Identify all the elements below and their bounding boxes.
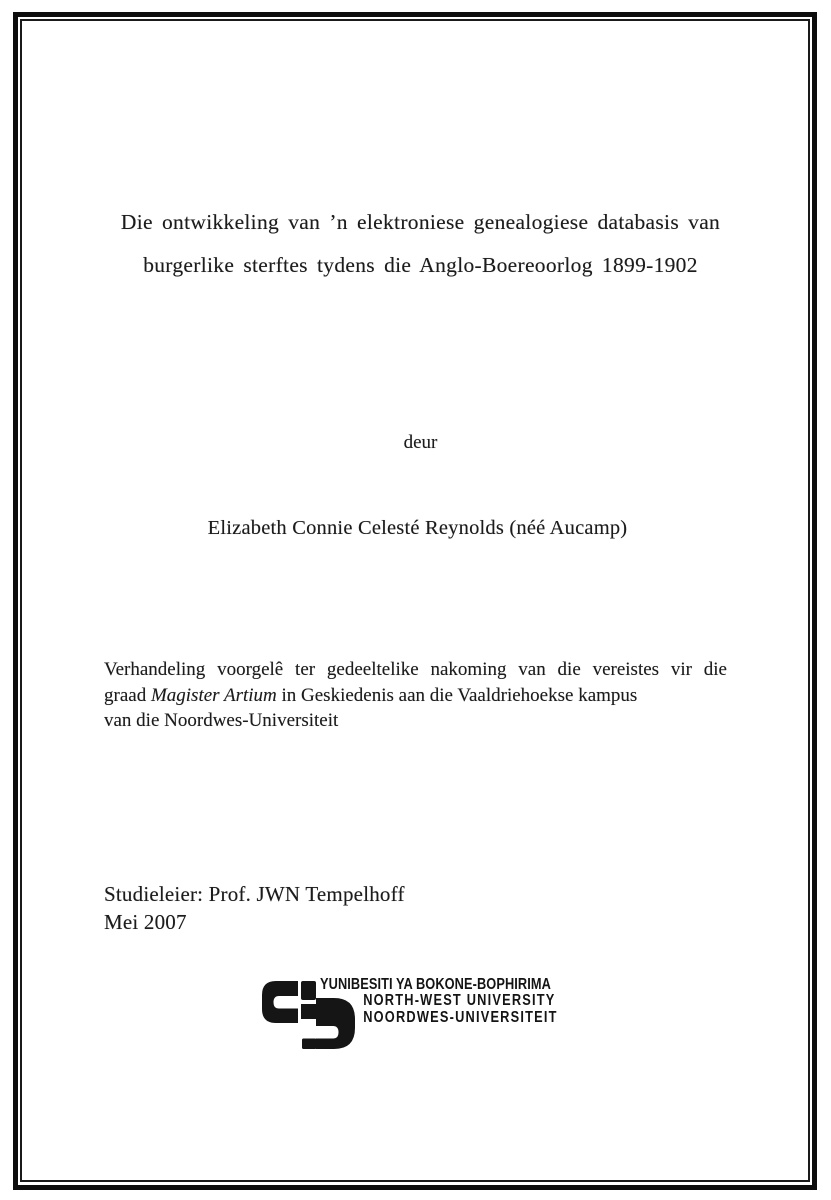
logo-line-setswana: YUNIBESITI YA BOKONE-BOPHIRIMA: [320, 976, 551, 993]
degree-statement-line-3: van die Noordwes-Universiteit: [104, 710, 339, 731]
degree-statement-line2-suffix: in Geskiedenis aan die Vaaldriehoekse kampus: [276, 684, 638, 706]
degree-statement-line-1: Verhandeling voorgelê ter gedeeltelike nakoming van die vereistes vir die: [104, 659, 727, 680]
university-logo-text: [320, 977, 558, 1026]
logo-line-english: NORTH-WEST UNIVERSITY: [363, 992, 556, 1010]
byline: deur: [403, 432, 438, 453]
supervisor-line: Studieleier: Prof. JWN Tempelhoff: [104, 882, 405, 906]
thesis-title: [10, 201, 831, 287]
logo-line-afrikaans: NOORDWES-UNIVERSITEIT: [363, 1008, 558, 1026]
degree-statement-line-2: [104, 683, 727, 709]
supervisor-block: [104, 880, 405, 936]
university-logo: [258, 970, 588, 1060]
date-line: Mei 2007: [104, 910, 187, 934]
degree-statement-line2-prefix: graad: [104, 684, 151, 706]
thesis-title-line-2: burgerlike sterftes tydens die Anglo-Boereoorlog 1899-1902: [143, 253, 698, 277]
degree-statement: [104, 657, 727, 734]
author-name: Elizabeth Connie Celesté Reynolds (néé Aucamp): [207, 517, 628, 539]
thesis-title-line-1: Die ontwikkeling van ’n elektroniese genealogiese databasis van: [120, 210, 721, 234]
degree-name-italic: Magister Artium: [150, 684, 277, 706]
